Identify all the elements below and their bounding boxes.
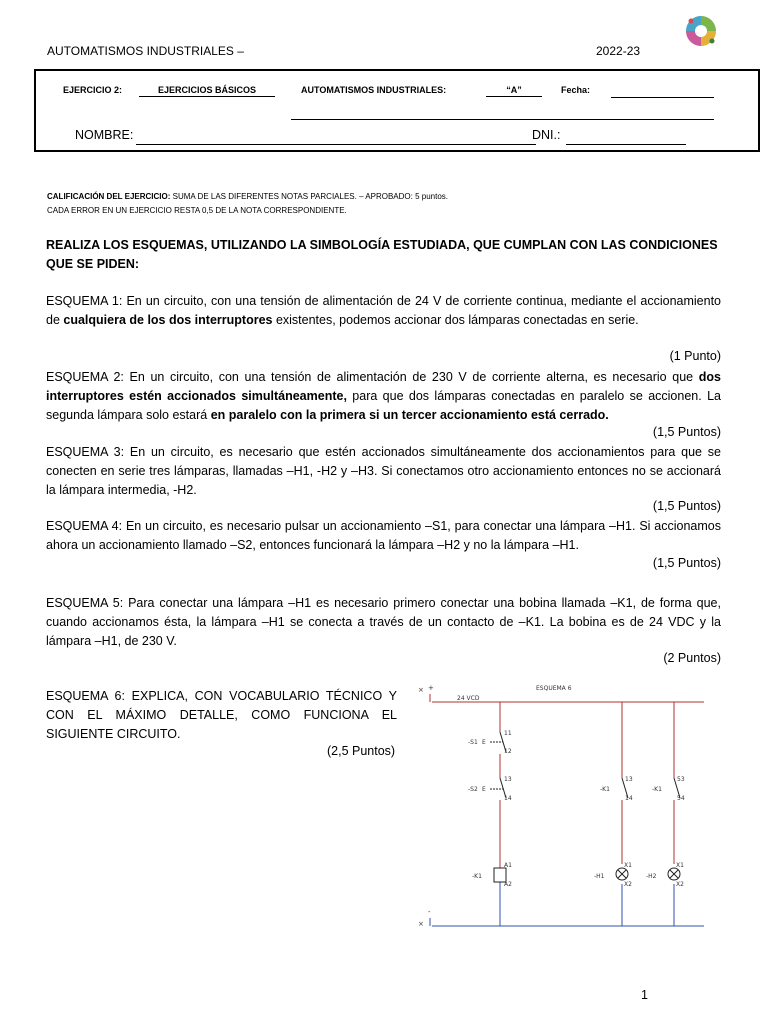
name-field[interactable]	[136, 144, 536, 145]
grading-note-2: CADA ERROR EN UN EJERCICIO RESTA 0,5 DE LA NOTA CORRESPONDIENTE.	[47, 206, 347, 215]
exercise-label: EJERCICIO 2:	[63, 85, 123, 95]
h1-label: -H1	[594, 873, 605, 880]
coil-a2: A2	[504, 881, 512, 888]
k1-contact-b-label: -K1	[652, 786, 662, 793]
h1-x1: X1	[624, 862, 632, 869]
x-mark-top: ×	[418, 686, 424, 694]
extra-line	[291, 119, 714, 120]
name-label: NOMBRE:	[75, 128, 134, 142]
h2-x1: X1	[676, 862, 684, 869]
exercise-value: EJERCICIOS BÁSICOS	[139, 85, 275, 97]
instruction-heading: REALIZA LOS ESQUEMAS, UTILIZANDO LA SIMBOLOGÍA ESTUDIADA, QUE CUMPLAN CON LAS CONDICIONES QUE SE PIDEN:	[46, 238, 718, 271]
subject-label: AUTOMATISMOS INDUSTRIALES:	[301, 85, 447, 95]
x-mark-bottom: ×	[418, 920, 424, 928]
school-year: 2022-23	[596, 44, 641, 58]
grading-note	[47, 192, 448, 201]
school-logo	[681, 12, 721, 50]
esquema-6: ESQUEMA 6: EXPLICA, CON VOCABULARIO TÉCNICO Y CON EL MÁXIMO DETALLE, COMO FUNCIONA EL SIGUIENTE CIRCUITO.	[46, 689, 397, 741]
s2-label: -S2	[468, 786, 478, 793]
esquema-3: ESQUEMA 3: En un circuito, es necesario que estén accionados simultáneamente dos accionamientos para que se conecten en serie tres lámparas, llamadas –H1, -H2 y –H3. Si conectamos otro accionamiento entonces no se accionará la lámpara intermedia, -H2.	[46, 445, 721, 497]
dni-field[interactable]	[566, 144, 686, 145]
esquema-4-points: (1,5 Puntos)	[652, 556, 721, 570]
esquema-5: ESQUEMA 5: Para conectar una lámpara –H1 es necesario primero conectar una bobina llamada –K1, de forma que, cuando accionamos ésta, la lámpara –H1 se conecta a través de un contacto de –K1. La bobina es de 24 VDC y la lámpara –H1, de 230 V.	[46, 596, 721, 648]
k1a-t14: 14	[625, 795, 633, 802]
h2-x2: X2	[676, 881, 684, 888]
student-info-box	[34, 69, 760, 152]
diagram-title: ESQUEMA 6	[536, 685, 572, 692]
esquema-1-points: (1 Punto)	[669, 349, 721, 363]
s2-actuator: E	[482, 786, 486, 793]
s1-t11: 11	[504, 730, 512, 737]
k1-contact-a-label: -K1	[600, 786, 610, 793]
coil-label: -K1	[472, 873, 482, 880]
esquema-1: ESQUEMA 1: En un circuito, con una tensión de alimentación de 24 V de corriente continua, mediante el accionamiento de cualquiera de los dos interruptores existentes, podemos accionar dos lámparas conectadas en serie.	[46, 294, 721, 327]
k1a-t13: 13	[625, 776, 633, 783]
esquema-3-points: (1,5 Puntos)	[652, 499, 721, 513]
esquema-2: ESQUEMA 2: En un circuito, con una tensión de alimentación de 230 V de corriente alterna, es necesario que dos interruptores estén accionados simultáneamente, para que dos lámparas conectadas en paralelo se accionen. La segunda lámpara solo estará en paralelo con la primera si un tercer accionamiento está cerrado.	[46, 370, 721, 422]
page-number: 1	[641, 988, 648, 1002]
k1b-t54: 54	[677, 795, 685, 802]
s1-actuator: E	[482, 739, 486, 746]
plus-sign: +	[428, 684, 434, 692]
k1b-t53: 53	[677, 776, 685, 783]
course-title: AUTOMATISMOS INDUSTRIALES –	[47, 44, 244, 58]
coil-a1: A1	[504, 862, 512, 869]
esquema-6-points: (2,5 Puntos)	[327, 744, 396, 758]
supply-label: 24 VCD	[457, 695, 480, 702]
s2-t14: 14	[504, 795, 512, 802]
group-value: “A”	[486, 85, 542, 97]
esquema-5-points: (2 Puntos)	[663, 651, 721, 665]
date-field[interactable]	[611, 97, 714, 98]
h1-x2: X2	[624, 881, 632, 888]
circuit-diagram	[414, 678, 714, 934]
date-label: Fecha:	[561, 85, 591, 95]
esquema-2-points: (1,5 Puntos)	[652, 425, 721, 439]
s1-t12: 12	[504, 748, 512, 755]
s2-t13: 13	[504, 776, 512, 783]
s1-label: -S1	[468, 739, 478, 746]
grading-text: SUMA DE LAS DIFERENTES NOTAS PARCIALES. – APROBADO: 5 puntos.	[172, 192, 449, 201]
k1-coil-symbol	[494, 868, 506, 882]
h2-label: -H2	[646, 873, 657, 880]
dni-label: DNI.:	[532, 128, 561, 142]
esquema-4: ESQUEMA 4: En un circuito, es necesario pulsar un accionamiento –S1, para conectar una lámpara –H1. Si accionamos ahora un accionamiento llamado –S2, entonces funcionará la lámpara –H2 y no la lámpara –H1.	[46, 519, 721, 552]
grading-label: CALIFICACIÓN DEL EJERCICIO:	[47, 192, 171, 201]
minus-sign: -	[428, 908, 431, 916]
